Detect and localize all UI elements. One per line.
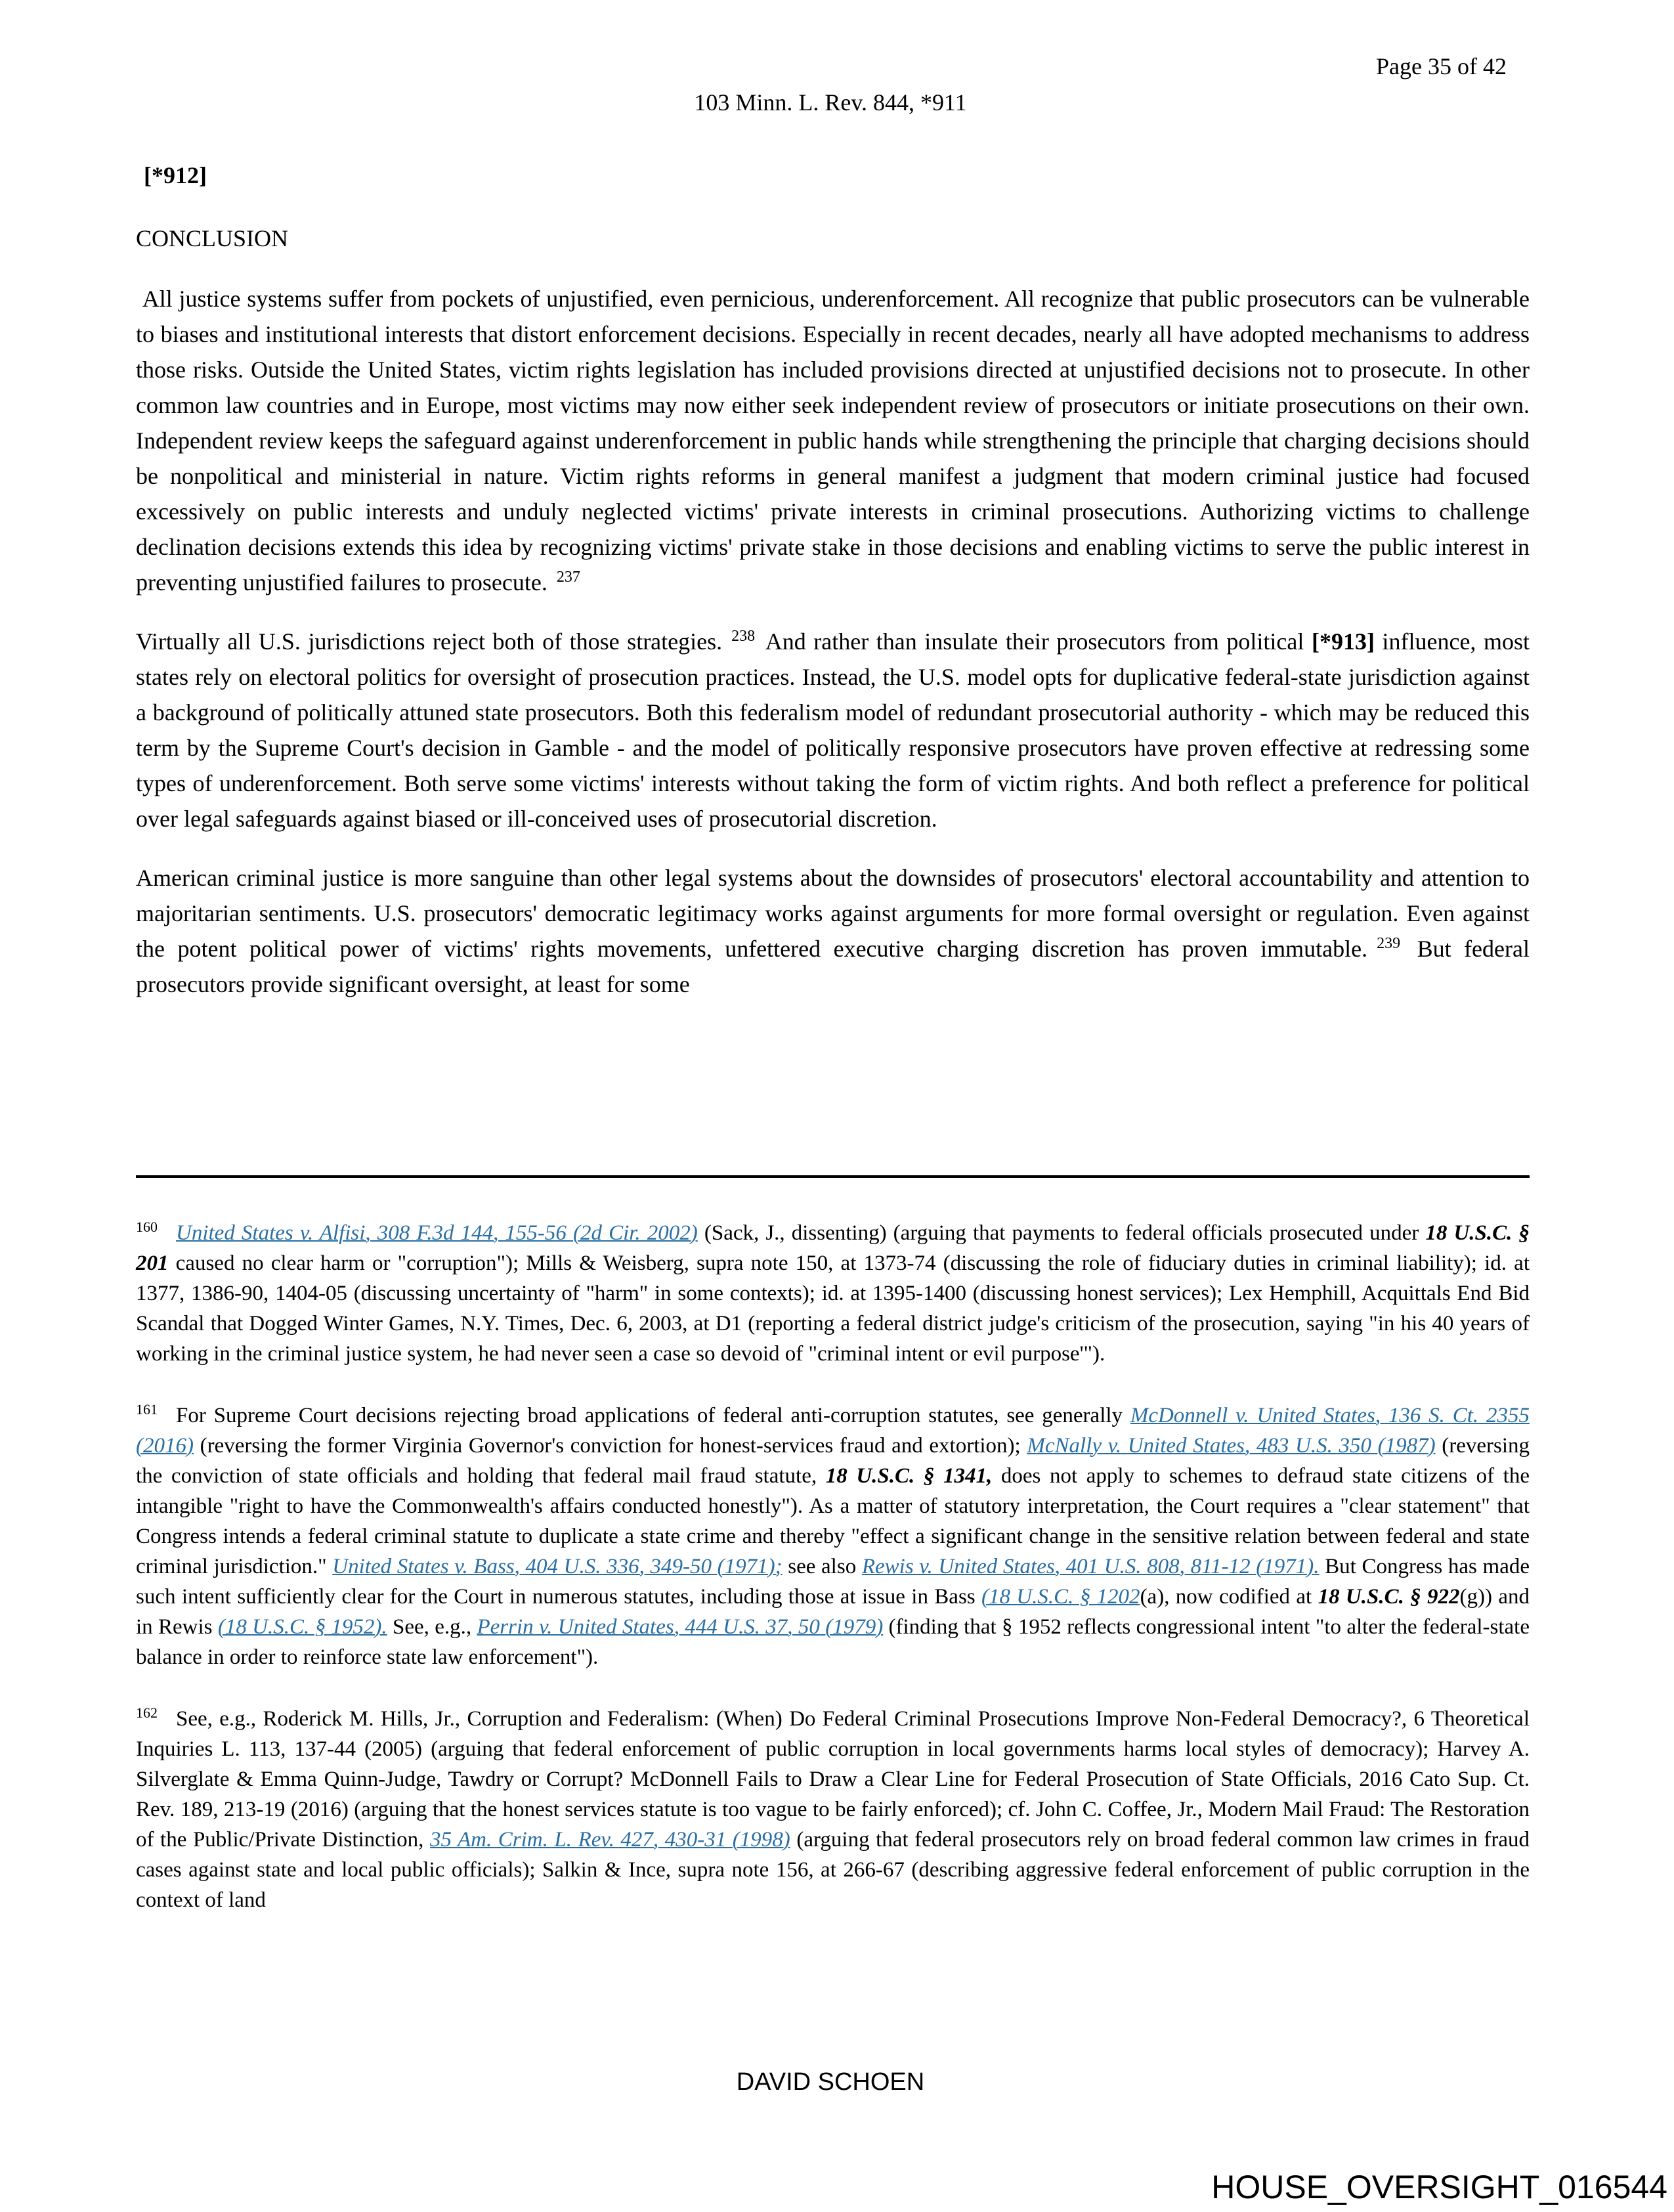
footnote-text: (reversing the former Virginia Governor's conviction for honest-services fraud and extortion); <box>193 1434 1027 1458</box>
footnote-161 <box>136 1400 1530 1672</box>
footnote-text: See, e.g., Roderick M. Hills, Jr., Corruption and Federalism: (When) Do Federal Criminal Prosecutions Improve Non-Federal Democracy?, 6 Theoretical Inquiries L. 113, 137-44 (2005) (arguing that federal enforcement of public corruption in local governments harms local styles of democracy); Harvey A. Silverglate & Emma Quinn-Judge, Tawdry or Corrupt? McDonnell Fails to Draw a Clear Line for Federal Prosecution of State Officials, 2016 Cato Sup. Ct. Rev. 189, 213-19 (2016) (arguing that the honest services statute is too vague to be fairly enforced); cf. John C. Coffee, Jr., Modern Mail Fraud: The Restoration of the Public/Private Distinction, <box>136 1707 1530 1852</box>
citation-link[interactable]: (18 U.S.C. § 1952). <box>217 1615 387 1639</box>
section-heading: CONCLUSION <box>136 225 289 251</box>
citation-link[interactable]: McDonnell v. United States, 136 S. Ct. 2355 (2016) <box>136 1404 1530 1458</box>
footnote-162 <box>136 1704 1530 1915</box>
citation-link[interactable]: McNally v. United States, 483 U.S. 350 (1987) <box>1027 1434 1436 1458</box>
citation-link[interactable]: (18 U.S.C. § 1202 <box>981 1585 1140 1609</box>
footnote-number: 160 <box>136 1219 158 1235</box>
footer-name: DAVID SCHOEN <box>736 2068 925 2096</box>
footnote-divider <box>136 1175 1530 1178</box>
paragraph-text: influence, most states rely on electoral politics for oversight of prosecution practices. Instead, the U.S. model opts for duplicative federal-state jurisdiction against a background of politically attuned state prosecutors. Both this federalism model of redundant prosecutorial authority - which may be reduced this term by the Supreme Court's decision in Gamble - and the model of politically responsive prosecutors have proven effective at redressing some types of underenforcement. Both serve some victims' interests without taking the form of victim rights. And both reflect a preference for political over legal safeguards against biased or ill-conceived uses of prosecutorial discretion. <box>136 628 1530 832</box>
footnote-ref[interactable]: 239 <box>1377 935 1401 952</box>
statute-citation: 18 U.S.C. § 922 <box>1318 1585 1460 1609</box>
paragraph-text: Virtually all U.S. jurisdictions reject both of those strategies. <box>136 628 723 655</box>
citation-link[interactable]: United States v. Bass, 404 U.S. 336, 349-50 (1971); <box>332 1555 783 1578</box>
paragraph-2 <box>136 624 1530 836</box>
footnote-text: (finding that § 1952 reflects congressional intent "to alter the federal-state balance in order to reinforce state law enforcement"). <box>136 1615 1530 1669</box>
main-content <box>136 158 1530 1002</box>
footnote-160 <box>136 1218 1530 1369</box>
paragraph-1 <box>136 281 1530 600</box>
statute-citation: 18 U.S.C. § 201 <box>136 1221 1530 1275</box>
footnote-number: 162 <box>136 1704 158 1721</box>
citation-link[interactable]: United States v. Alfisi, 308 F.3d 144, 155-56 (2d Cir. 2002) <box>176 1221 698 1245</box>
footnote-text: See, e.g., <box>387 1615 477 1639</box>
footnote-text: For Supreme Court decisions rejecting broad applications of federal anti-corruption statutes, see generally <box>176 1404 1130 1427</box>
footnote-text: does not apply to schemes to defraud state citizens of the intangible "right to have the Commonwealth's affairs conducted honestly"). As a matter of statutory interpretation, the Court requires a "clear statement" that Congress intends a federal criminal statute to duplicate a state crime and thereby "effect a significant change in the sensitive relation between federal and state criminal jurisdiction." <box>136 1464 1530 1578</box>
footnote-text: caused no clear harm or "corruption"); Mills & Weisberg, supra note 150, at 1373-74 (discussing the role of fiduciary duties in criminal liability); id. at 1377, 1386-90, 1404-05 (discussing uncertainty of "harm" in some contexts); id. at 1395-1400 (discussing honest services); Lex Hemphill, Acquittals End Bid Scandal that Dogged Winter Games, N.Y. Times, Dec. 6, 2003, at D1 (reporting a federal district judge's criticism of the prosecution, saying "in his 40 years of working in the criminal justice system, he had never seen a case so devoid of "criminal intent or evil purpose'"). <box>136 1251 1530 1366</box>
footnote-text: (arguing that federal prosecutors rely on broad federal common law crimes in fraud cases against state and local public officials); Salkin & Ince, supra note 156, at 266-67 (describing aggressive federal enforcement of public corruption in the context of land <box>136 1828 1530 1912</box>
footnote-ref[interactable]: 238 <box>731 628 756 645</box>
paragraph-text: But federal prosecutors provide significant oversight, at least for some <box>136 936 1530 997</box>
footnote-text: (Sack, J., dissenting) (arguing that payments to federal officials prosecuted under <box>697 1221 1426 1245</box>
footnote-number: 161 <box>136 1401 158 1418</box>
citation-link[interactable]: 35 Am. Crim. L. Rev. 427, 430-31 (1998) <box>429 1828 790 1852</box>
footnote-text: (g)) and in Rewis <box>136 1585 1530 1639</box>
statute-citation: 18 U.S.C. § 1341, <box>825 1464 993 1488</box>
citation-link[interactable]: Rewis v. United States, 401 U.S. 808, 811-12 (1971). <box>861 1555 1320 1578</box>
paragraph-text: All justice systems suffer from pockets of unjustified, even pernicious, underenforcement. All recognize that public prosecutors can be vulnerable to biases and institutional interests that distort enforcement decisions. Especially in recent decades, nearly all have adopted mechanisms to address those risks. Outside the United States, victim rights legislation has included provisions directed at unjustified decisions not to prosecute. In other common law countries and in Europe, most victims may now either seek independent review of prosecutors or initiate prosecutions on their own. Independent review keeps the safeguard against underenforcement in public hands while strengthening the principle that charging decisions should be nonpolitical and ministerial in nature. Victim rights reforms in general manifest a judgment that modern criminal justice had focused excessively on public interests and unduly neglected victims' private interests in criminal prosecutions. Authorizing victims to challenge declination decisions extends this idea by recognizing victims' private stake in those decisions and enabling victims to serve the public interest in preventing unjustified failures to prosecute. <box>136 286 1530 596</box>
paragraph-text: American criminal justice is more sanguine than other legal systems about the downsides of prosecutors' electoral accountability and attention to majoritarian sentiments. U.S. prosecutors' democratic legitimacy works against arguments for more formal oversight or regulation. Even against the potent political power of victims' rights movements, unfettered executive charging discretion has proven immutable. <box>136 865 1530 962</box>
footnote-ref[interactable]: 237 <box>556 569 580 586</box>
footnote-text: (reversing the conviction of state officials and holding that federal mail fraud statute, <box>136 1434 1530 1488</box>
footnotes <box>136 1218 1530 1947</box>
running-head: 103 Minn. L. Rev. 844, *911 <box>694 89 967 116</box>
star-page-marker: [*913] <box>1311 628 1375 655</box>
paragraph-text: And rather than insulate their prosecutors from political <box>765 628 1304 655</box>
citation-link[interactable]: Perrin v. United States, 444 U.S. 37, 50 (1979) <box>477 1615 884 1639</box>
bates-number: HOUSE_OVERSIGHT_016544 <box>1211 2169 1667 2205</box>
footnote-text: see also <box>782 1555 862 1578</box>
footnote-text: (a), now codified at <box>1140 1585 1318 1609</box>
paragraph-3 <box>136 860 1530 1002</box>
footnote-text: But Congress has made such intent sufficiently clear for the Court in numerous statutes, including those at issue in Bass <box>136 1555 1530 1609</box>
page-indicator: Page 35 of 42 <box>1376 53 1507 79</box>
star-page-marker: [*912] <box>144 162 207 188</box>
